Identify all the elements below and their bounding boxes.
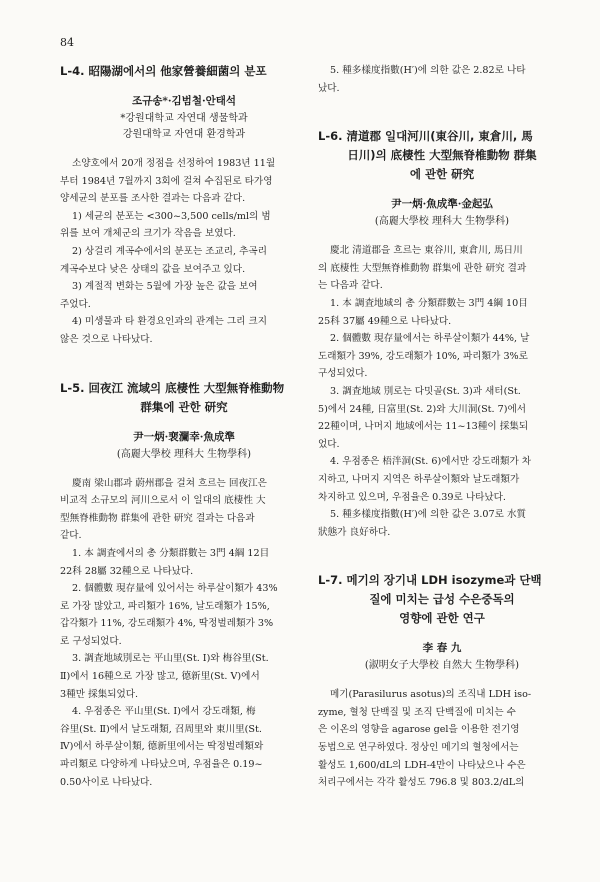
article-title: L-4. 昭陽湖에서의 他家營養細菌의 분포 xyxy=(60,64,267,78)
paragraph: 3. 調査地域 別로는 다밋골(St. 3)과 새터(St. 5)에서 24種, 日富里(St. 2)와 大川洞(St. 7)에서 22種이며, 나머지 地域에서는 11~13種이 採集되 었다. xyxy=(318,385,529,450)
paragraph: 2. 個體數 現存量에서는 하루살이類가 44%, 날 도래類가 39%, 강도래類가 10%, 파리類가 3%로 구성되었다. xyxy=(318,333,530,380)
paragraph: 3. 調査地域別로는 平山里(St. Ⅰ)와 梅谷里(St. Ⅱ)에서 16種으로 가장 많고, 德新里(St. Ⅴ)에서 3種만 採集되었다. xyxy=(60,653,269,700)
paragraph: 5. 種多樣度指數(H′)에 의한 값은 3.07로 水質 狀態가 良好하다. xyxy=(318,509,527,538)
affiliation: (高麗大學校 理科大 生物學科) xyxy=(116,448,252,460)
article-title-cont: 질에 미치는 급성 수은중독의 xyxy=(369,592,515,607)
article-title: L-7. 메기의 장기내 LDH isozyme과 단백 xyxy=(318,573,542,588)
article-l5 xyxy=(60,379,308,792)
article-l6 xyxy=(318,127,566,541)
affiliation: (高麗大學校 理科大 生物學科) xyxy=(374,216,510,228)
paragraph: 4. 우점종은 平山里(St. Ⅰ)에서 강도래類, 梅 谷里(St. Ⅱ)에서 날도래類, 召周里와 東川里(St. Ⅳ)에서 하루살이類, 德新里에서는 딱정벌레類와 파리類로 다양하게 나타났으며, 우점율은 0.19~ 0.50사이로 나타났다. xyxy=(60,706,264,788)
paragraph: 1. 本 調査地域의 총 分類群數는 3門 4綱 10目 25科 37屬 49種으로 나타났다. xyxy=(318,297,528,327)
article-title-cont: 群集에 관한 研究 xyxy=(140,399,228,414)
authors: 尹一炳·魚成準·金起弘 xyxy=(391,198,493,211)
paragraph: 2. 個體數 現存量에 있어서는 하루살이類가 43% 로 가장 많았고, 파리類가 16%, 날도래類가 15%, 갑각類가 11%, 강도래類가 4%, 딱정벌레類가 3% 로 구성되었다. xyxy=(60,583,278,647)
paragraph: 5. 種多樣度指數(H′)에 의한 값은 2.82로 나타 났다. xyxy=(318,65,526,94)
article-title-cont: 日川)의 底棲性 大型無脊椎動物 群集 xyxy=(347,148,537,163)
paragraph: 慶北 清道郡을 흐르는 東谷川, 東倉川, 馬日川 의 底棲性 大型無脊椎動物 群集에 관한 研究 결과 는 다음과 같다. xyxy=(318,245,527,292)
article-title-cont: 영향에 관한 연구 xyxy=(399,611,485,626)
page-number: 84 xyxy=(60,36,74,49)
paragraph: 慶南 梁山郡과 蔚州郡을 걸쳐 흐르는 回夜江은 비교적 소규모의 河川으로서 이 일대의 底棲性 大 型無脊椎動物 群集에 관한 研究 결과는 다음과 같다. xyxy=(60,477,267,542)
right-column xyxy=(318,62,566,792)
paragraph: 4. 우점종은 梧泮洞(St. 6)에서만 강도래類가 차 지하고, 나머지 지역은 하루살이類와 날도래類가 차지하고 있으며, 우점율은 0.39로 나타났다. xyxy=(318,456,532,503)
authors: 조규송*·김범철·안태석 xyxy=(131,95,237,107)
affiliation: 강원대학교 자연대 환경학과 xyxy=(122,129,246,140)
affiliation: *강원대학교 자연대 생물학과 xyxy=(120,113,248,124)
paragraph: 메기(Parasilurus asotus)의 조직내 LDH iso- zyme, 혈청 단백질 및 조직 단백질에 미치는 수 은 이온의 영향을 agarose gel을 이용한 전기영 동법으로 연구하였다. 정상인 메기의 혈청에서는 활성도 1,600/dL의 LDH-4만이 나타났으나 수은 처리구에서는 각각 활성도 796.8 및 803.2/dL의 xyxy=(318,689,532,789)
paragraph: 2) 상걸리 계곡수에서의 분포는 조교리, 추곡리 계곡수보다 낮은 상태의 값을 보여주고 있다. xyxy=(60,245,267,275)
left-column xyxy=(60,62,308,791)
article-l7 xyxy=(318,571,566,792)
article-title: L-5. 回夜江 流域의 底棲性 大型無脊椎動物 xyxy=(60,380,285,395)
article-title: L-6. 清道郡 일대河川(東谷川, 東倉川, 馬 xyxy=(318,129,533,144)
paragraph: 1) 세균의 분포는 <300~3,500 cells/ml의 범 위를 보여 개체군의 크기가 작음을 보였다. xyxy=(60,210,271,240)
paragraph: 1. 本 調査에서의 총 分類群數는 3門 4綱 12目 22科 28屬 32種으로 나타났다. xyxy=(60,547,270,577)
authors: 李 春 九 xyxy=(422,642,462,655)
paragraph: 4) 미생물과 타 환경요인과의 관계는 그리 크지 않은 것으로 나타났다. xyxy=(60,316,267,345)
authors: 尹一炳·裵瀾幸·魚成準 xyxy=(133,430,235,443)
paragraph: 3) 계절적 변화는 5월에 가장 높은 값을 보여 주었다. xyxy=(60,281,258,310)
article-l4 xyxy=(60,62,308,349)
article-title-cont: 에 관한 研究 xyxy=(409,167,475,182)
paragraph: 소양호에서 20개 정점을 선정하여 1983년 11월 부터 1984년 7월까지 3회에 걸쳐 수집된로 타가영 양세균의 분포를 조사한 결과는 다음과 같다. xyxy=(60,158,276,205)
affiliation: (淑明女子大學校 自然大 生物學科) xyxy=(364,660,520,672)
